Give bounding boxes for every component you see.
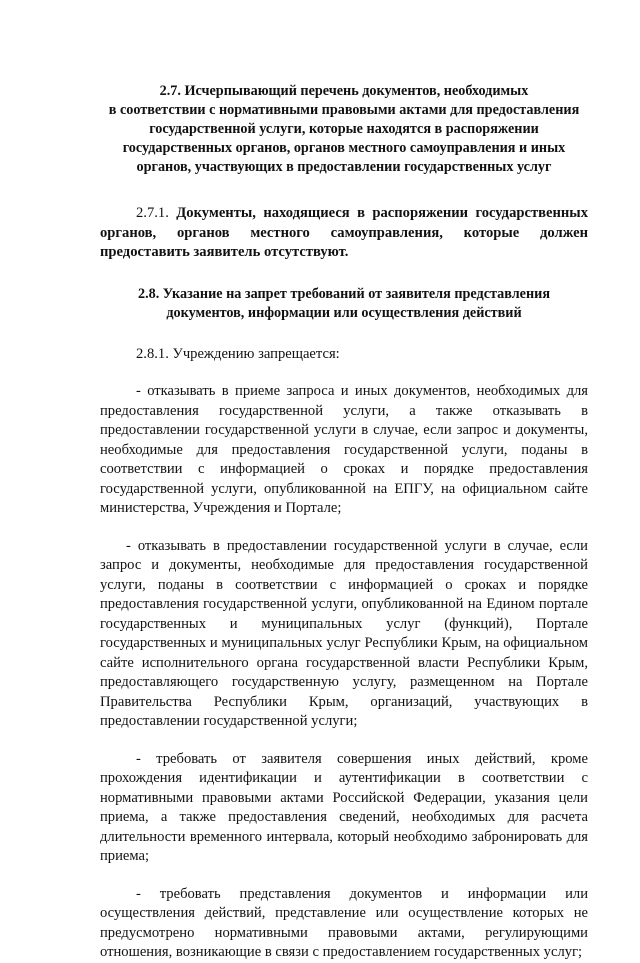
paragraph-2-7-1 (100, 204, 588, 263)
section-2-7-heading (100, 82, 588, 177)
prohibition-item: - требовать от заявителя совершения иных действий, кроме прохождения идентификации и аутентификации в соответствии с нормативными правовыми актами Российской Федерации, указания цели приема, а также предоставления сведений, необходимых для расчета длительности временного интервала, который необходимо забронировать для приема; (100, 750, 588, 864)
heading-line: государственной услуги, которые находятся в распоряжении (149, 121, 539, 137)
paragraph-2-8-1: 2.8.1. Учреждению запрещается: (136, 345, 340, 362)
heading-line: органов, участвующих в предоставлении государственных услуг (136, 159, 552, 175)
item-text: Документы, находящиеся в распоряжении государственных органов, органов местного самоуправления, которые должен предоставить заявитель отсутствуют. (100, 205, 588, 260)
prohibition-item: - отказывать в предоставлении государственной услуги в случае, если запрос и документы, необходимые для предоставления государственной услуги, поданы в соответствии с информацией о сроках и порядке предоставления государственной услуги, опубликованной на Едином портале государственных и муниципальных услуг (функций), Портале государственных и муниципальных услуг Республики Крым, на официальном сайте исполнительного органа государственной власти Республики Крым, предоставляющего государственную услугу, размещенном на Портале Правительства Республики Крым, организаций, участвующих в предоставлении государственной услуги; (100, 537, 588, 729)
prohibition-item: - требовать представления документов и информации или осуществления действий, представление или осуществление которых не предусмотрено нормативными правовыми актами, регулирующими отношения, возникающие в связи с предоставлением государственных услуг; (100, 885, 588, 960)
heading-line: документов, информации или осуществления действий (166, 304, 522, 321)
heading-line: в соответствии с нормативными правовыми актами для предоставления (108, 102, 580, 118)
item-number: 2.7.1. (136, 205, 169, 221)
heading-line: 2.8. Указание на запрет требований от заявителя представления (137, 285, 551, 302)
heading-line: государственных органов, органов местного самоуправления и иных (122, 140, 566, 156)
heading-line: 2.7. Исчерпывающий перечень документов, необходимых (159, 83, 529, 99)
document-page (100, 82, 588, 963)
prohibition-item: - отказывать в приеме запроса и иных документов, необходимых для предоставления государственной услуги, а также отказывать в предоставлении государственной услуги в случае, если запрос и документы, необходимые для предоставления государственной услуги, поданы в соответствии с информацией о сроках и порядке предоставления государственной услуги, опубликованной на ЕПГУ, на официальном сайте министерства, Учреждения и Портале; (100, 383, 588, 516)
section-2-8-heading (100, 285, 588, 323)
